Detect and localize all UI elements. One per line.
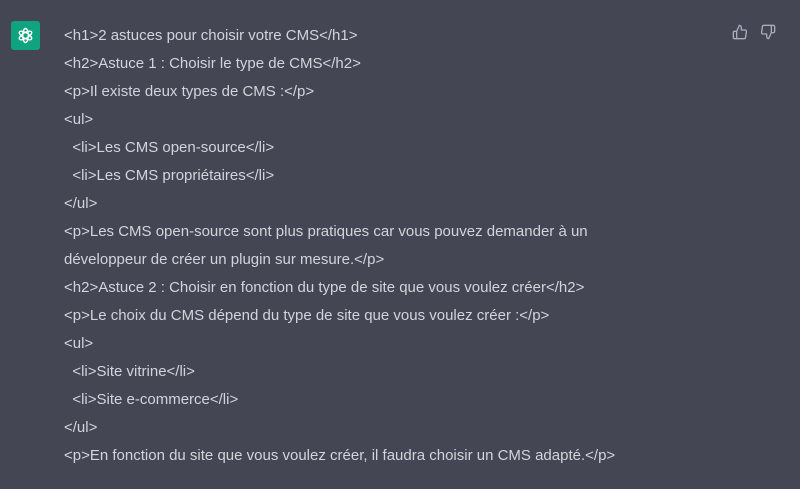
message-line: </ul> bbox=[64, 419, 98, 436]
message-line: <h1>2 astuces pour choisir votre CMS</h1> bbox=[64, 27, 358, 44]
message-line: <h2>Astuce 2 : Choisir en fonction du type de site que vous voulez créer</h2> bbox=[64, 279, 585, 296]
assistant-avatar bbox=[11, 21, 40, 50]
message-line: </ul> bbox=[64, 195, 98, 212]
message-line: développeur de créer un plugin sur mesure.</p> bbox=[64, 251, 385, 268]
openai-logo-icon bbox=[15, 25, 36, 46]
message-content bbox=[64, 22, 714, 470]
message-line: <p>Le choix du CMS dépend du type de site que vous voulez créer :</p> bbox=[64, 307, 550, 324]
message-actions bbox=[732, 24, 776, 40]
message-line: <li>Site e-commerce</li> bbox=[64, 391, 239, 408]
message-line: <li>Les CMS propriétaires</li> bbox=[64, 167, 275, 184]
message-line: <ul> bbox=[64, 335, 94, 352]
thumbs-up-icon bbox=[732, 24, 748, 40]
thumbs-down-icon bbox=[760, 24, 776, 40]
thumbs-down-button[interactable] bbox=[760, 24, 776, 40]
message-line: <h2>Astuce 1 : Choisir le type de CMS</h2> bbox=[64, 55, 361, 72]
message-line: <li>Les CMS open-source</li> bbox=[64, 139, 275, 156]
message-line: <p>En fonction du site que vous voulez créer, il faudra choisir un CMS adapté.</p> bbox=[64, 447, 616, 464]
message-line: <p>Les CMS open-source sont plus pratiques car vous pouvez demander à un bbox=[64, 223, 588, 240]
message-line: <ul> bbox=[64, 111, 94, 128]
message-line: <li>Site vitrine</li> bbox=[64, 363, 195, 380]
message-line: <p>Il existe deux types de CMS :</p> bbox=[64, 83, 315, 100]
thumbs-up-button[interactable] bbox=[732, 24, 748, 40]
